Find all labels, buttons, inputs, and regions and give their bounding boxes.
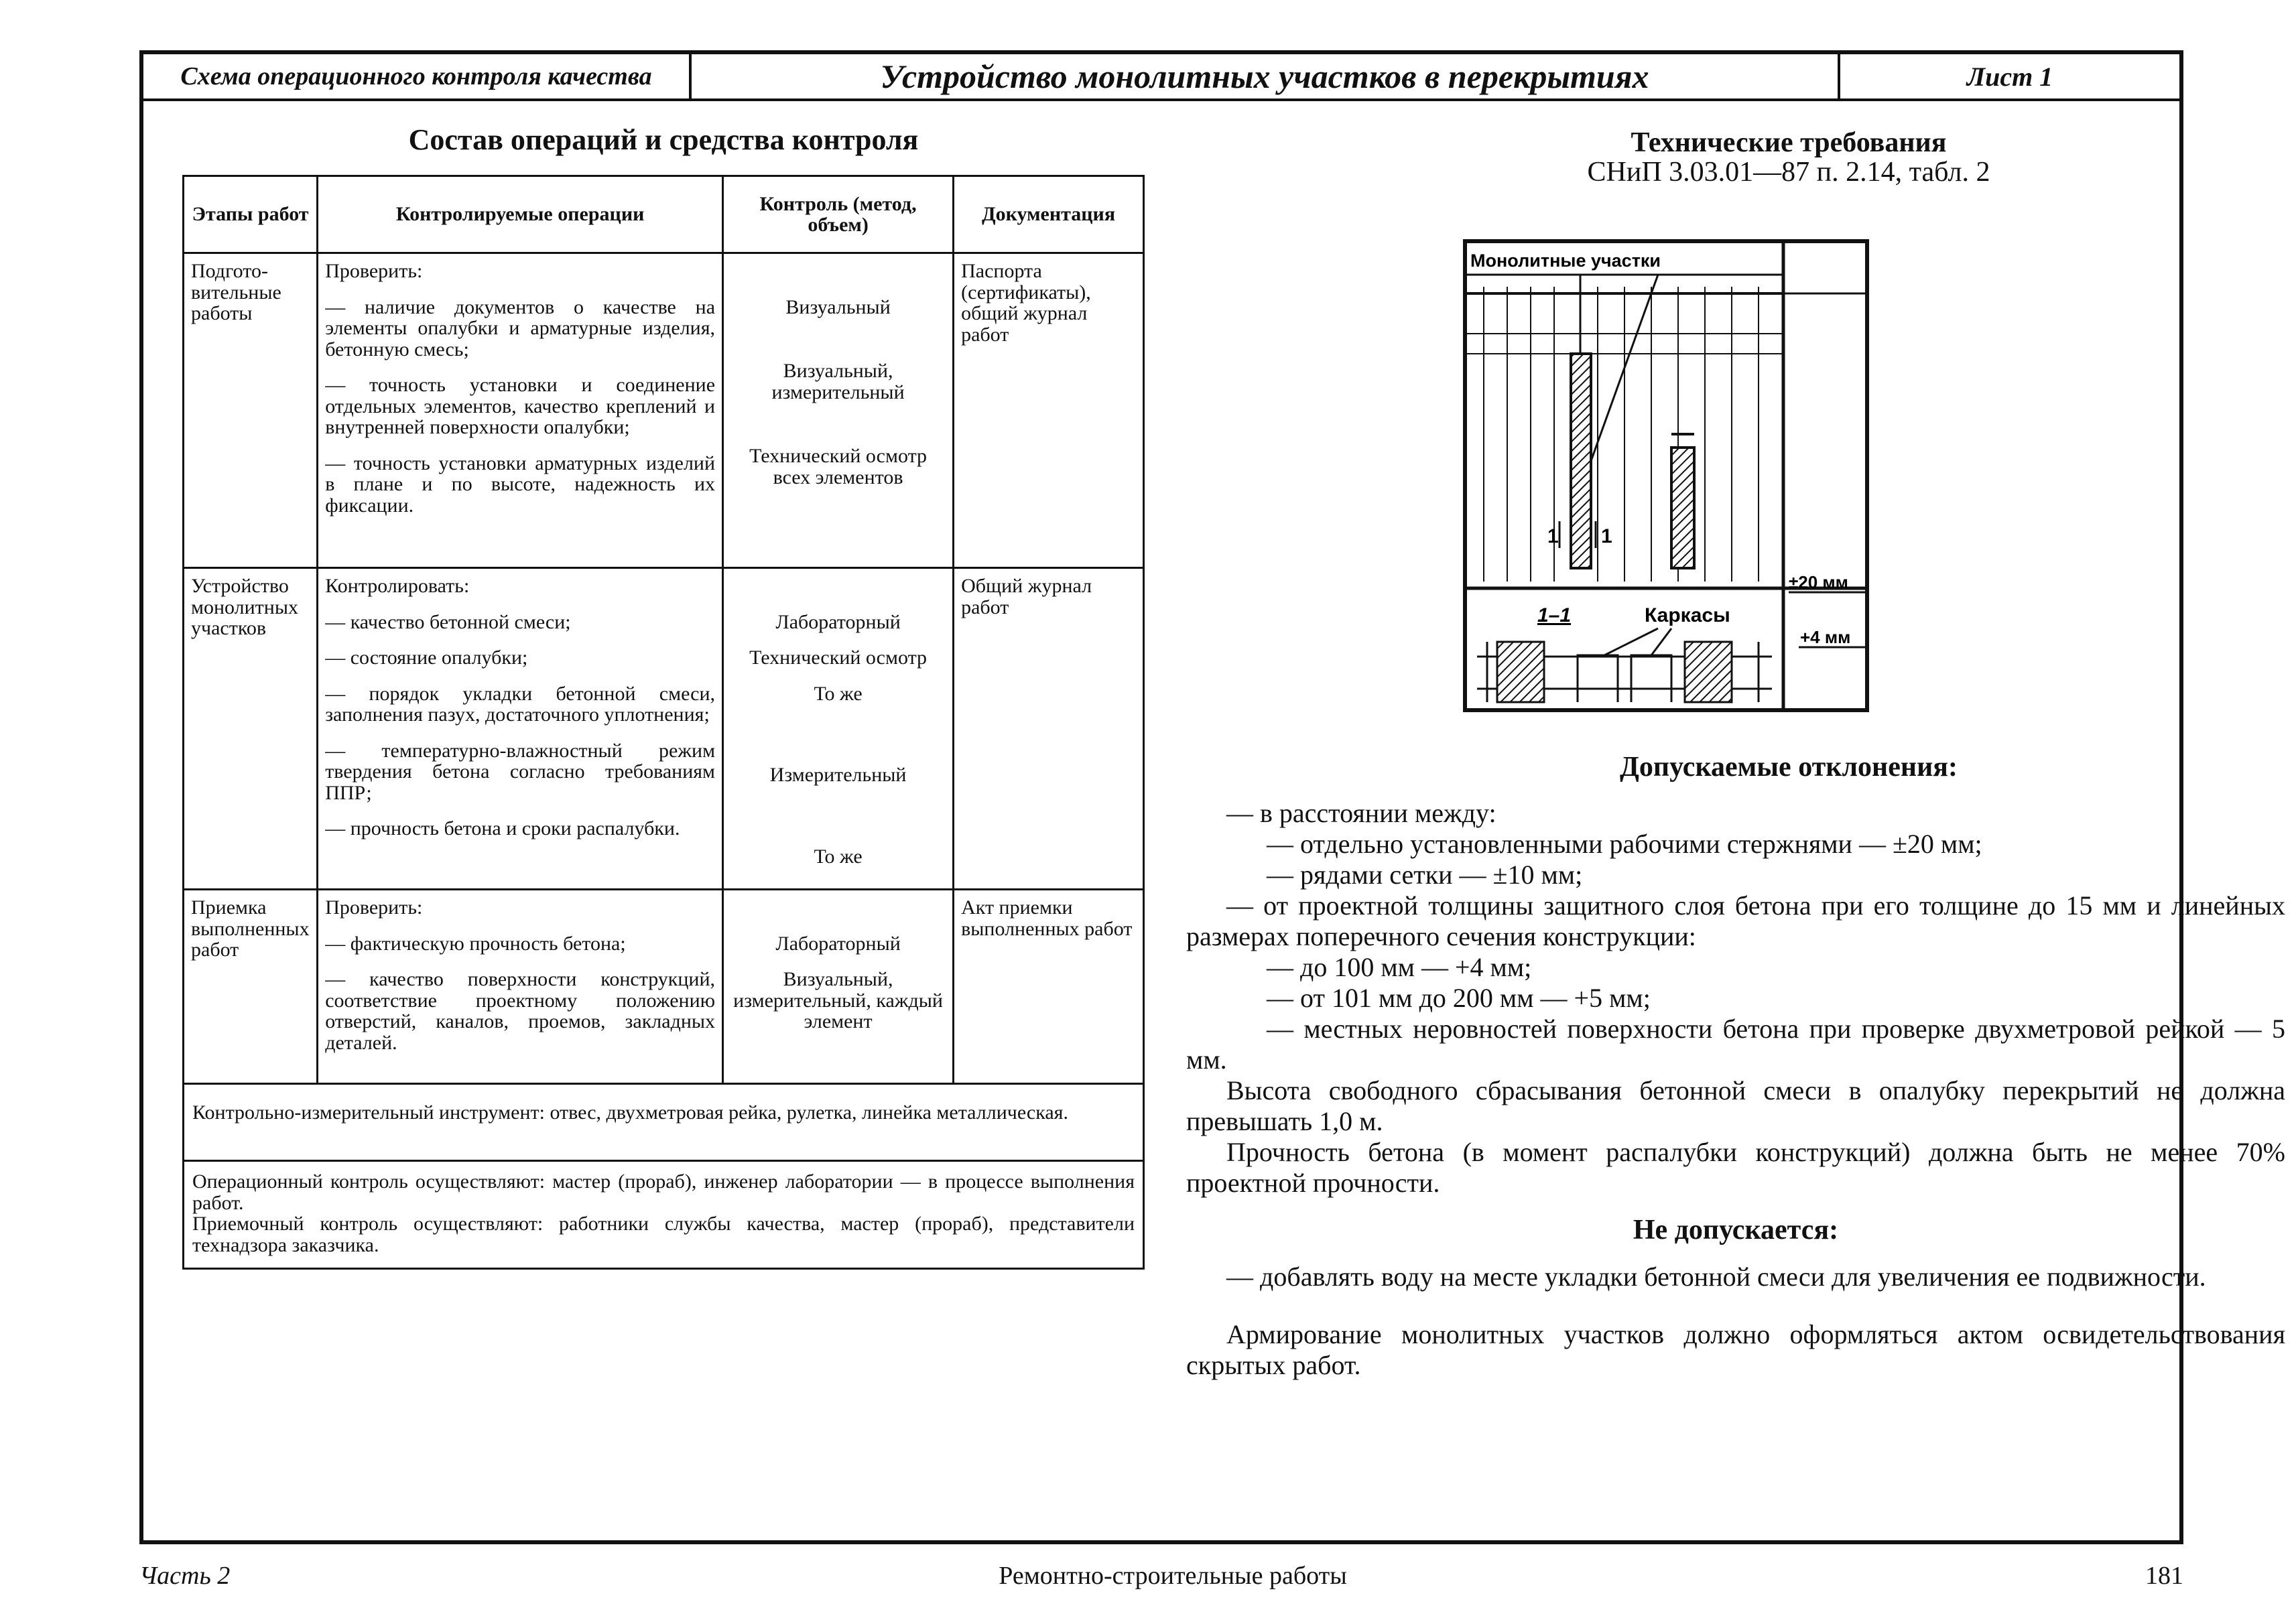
table-row	[184, 1084, 1144, 1161]
instruments-note: Контрольно-измерительный инструмент: отвес, двухметровая рейка, рулетка, линейка металлическая.	[184, 1084, 1144, 1161]
reinforcement-requirement: Армирование монолитных участков должно оформляться актом освидетельствования скрытых работ.	[1186, 1319, 2285, 1380]
op-item: — температурно-влажностный режим твердения бетона согласно требованиям ППР;	[325, 739, 716, 804]
operations-cell	[318, 568, 723, 890]
header-bar	[143, 54, 2179, 101]
control-cell	[723, 253, 954, 568]
table-header-row	[184, 176, 1144, 253]
documentation-cell: Общий журнал работ	[954, 568, 1144, 890]
control-item: Измерительный	[769, 764, 907, 786]
control-cell	[723, 568, 954, 890]
operations-cell	[318, 890, 723, 1084]
not-allowed-title: Не допускается:	[1633, 1215, 1839, 1245]
deviation-item: — от 101 мм до 200 мм — +5 мм;	[1267, 983, 1651, 1013]
tolerance-20: ±20 мм	[1789, 572, 1848, 592]
operations-table	[182, 175, 1145, 1270]
page-number: 181	[2145, 1562, 2183, 1590]
stage-cell: Устройство монолитных участков	[184, 568, 318, 890]
control-item: Визуальный	[785, 295, 891, 318]
op-item: — наличие документов о качестве на элементы опалубки и арматурные изделия, бетонную смесь;	[325, 295, 716, 360]
deviation-item: — отдельно установленными рабочими стержнями — ±20 мм;	[1267, 829, 1982, 859]
footer-part: Часть 2	[139, 1562, 231, 1590]
control-item: То же	[814, 682, 863, 705]
acceptance-control-text: Приемочный контроль осуществляют: работники службы качества, мастер (прораб), представители технадзора заказчика.	[192, 1213, 1135, 1256]
control-item: Визуальный, измерительный, каждый элемент	[733, 968, 943, 1032]
control-item: Лабораторный	[775, 610, 901, 633]
control-cell	[723, 890, 954, 1084]
op-item: — состояние опалубки;	[325, 647, 528, 669]
stage-cell: Подгото-вительные работы	[184, 253, 318, 568]
free-fall-requirement: Высота свободного сбрасывания бетонной смеси в опалубку перекрытий не должна превышать 1,0 м.	[1186, 1075, 2285, 1136]
deviation-item: — от проектной толщины защитного слоя бетона при его толщине до 15 мм и линейных размерах поперечного сечения конструкции:	[1186, 890, 2285, 951]
deviation-item: — рядами сетки — ±10 мм;	[1267, 860, 1583, 890]
monolithic-section-figure	[1457, 233, 1879, 716]
op-item: — прочность бетона и сроки распалубки.	[325, 817, 680, 839]
column-header: Этапы работ	[184, 176, 318, 253]
control-item: То же	[814, 845, 863, 868]
operations-cell	[318, 253, 723, 568]
op-item: Проверить:	[325, 896, 423, 919]
header-left: Схема операционного контроля качества	[143, 54, 692, 98]
figure-label-frames: Каркасы	[1645, 604, 1730, 626]
operational-control-text: Операционный контроль осуществляют: мастер (прораб), инженер лаборатории — в процессе выполнения работ.	[192, 1170, 1135, 1214]
page-frame	[139, 50, 2285, 1544]
control-item: Технический осмотр	[749, 647, 928, 669]
footer-section: Ремонтно-строительные работы	[999, 1562, 1347, 1590]
table-row	[184, 253, 1144, 568]
deviations-title: Допускаемые отклонения:	[1620, 752, 1958, 783]
figure-label-section: 1–1	[1537, 604, 1572, 626]
op-item: — качество поверхности конструкций, соответствие проектному положению отверстий, каналов, проемов, закладных деталей.	[325, 968, 716, 1054]
deviations-list	[1186, 798, 2285, 1381]
column-header: Документация	[954, 176, 1144, 253]
op-item: Проверить:	[325, 260, 423, 282]
op-item: — качество бетонной смеси;	[325, 610, 571, 633]
op-item: — порядок укладки бетонной смеси, заполнения пазух, достаточного уплотнения;	[325, 682, 716, 726]
deviation-item: — в расстоянии между:	[1226, 798, 1496, 828]
requirements-subtitle: СНиП 3.03.01—87 п. 2.14, табл. 2	[1587, 157, 1990, 188]
table-row	[184, 890, 1144, 1084]
strength-requirement: Прочность бетона (в момент распалубки конструкций) должна быть не менее 70% проектной прочности.	[1186, 1137, 2285, 1198]
section-mark: 1	[1601, 525, 1612, 547]
column-header: Контролируемые операции	[318, 176, 723, 253]
documentation-cell: Акт приемки выполненных работ	[954, 890, 1144, 1084]
op-item: Контролировать:	[325, 575, 470, 597]
table-row	[184, 1161, 1144, 1269]
section-mark: 1	[1547, 525, 1559, 547]
figure-label-monolithic: Монолитные участки	[1470, 251, 1661, 271]
not-allowed-item: — добавлять воду на месте укладки бетонной смеси для увеличения ее подвижности.	[1226, 1262, 2206, 1292]
op-item: — точность установки и соединение отдельных элементов, качество креплений и внутренней поверхности опалубки;	[325, 374, 716, 438]
header-title: Устройство монолитных участков в перекрытиях	[692, 54, 1840, 98]
deviation-item: — местных неровностей поверхности бетона при проверке двухметровой рейкой — 5 мм.	[1186, 1014, 2285, 1075]
control-item: Визуальный, измерительный	[771, 360, 905, 403]
control-item: Технический осмотр всех элементов	[749, 445, 928, 488]
sheet-number: Лист 1	[1966, 61, 2053, 92]
tolerance-4: +4 мм	[1800, 627, 1851, 647]
stage-cell: Приемка выполненных работ	[184, 890, 318, 1084]
deviation-item: — до 100 мм — +4 мм;	[1267, 952, 1532, 982]
control-item: Лабораторный	[775, 932, 901, 955]
column-header: Контроль (метод, объем)	[723, 176, 954, 253]
operations-title: Состав операций и средства контроля	[408, 123, 919, 156]
documentation-cell: Паспорта (сертификаты), общий журнал работ	[954, 253, 1144, 568]
requirements-title: Технические требования	[1631, 127, 1947, 158]
control-note	[184, 1161, 1144, 1269]
op-item: — фактическую прочность бетона;	[325, 932, 626, 955]
table-row	[184, 568, 1144, 890]
op-item: — точность установки арматурных изделий в плане и по высоте, надежность их фиксации.	[325, 452, 716, 517]
